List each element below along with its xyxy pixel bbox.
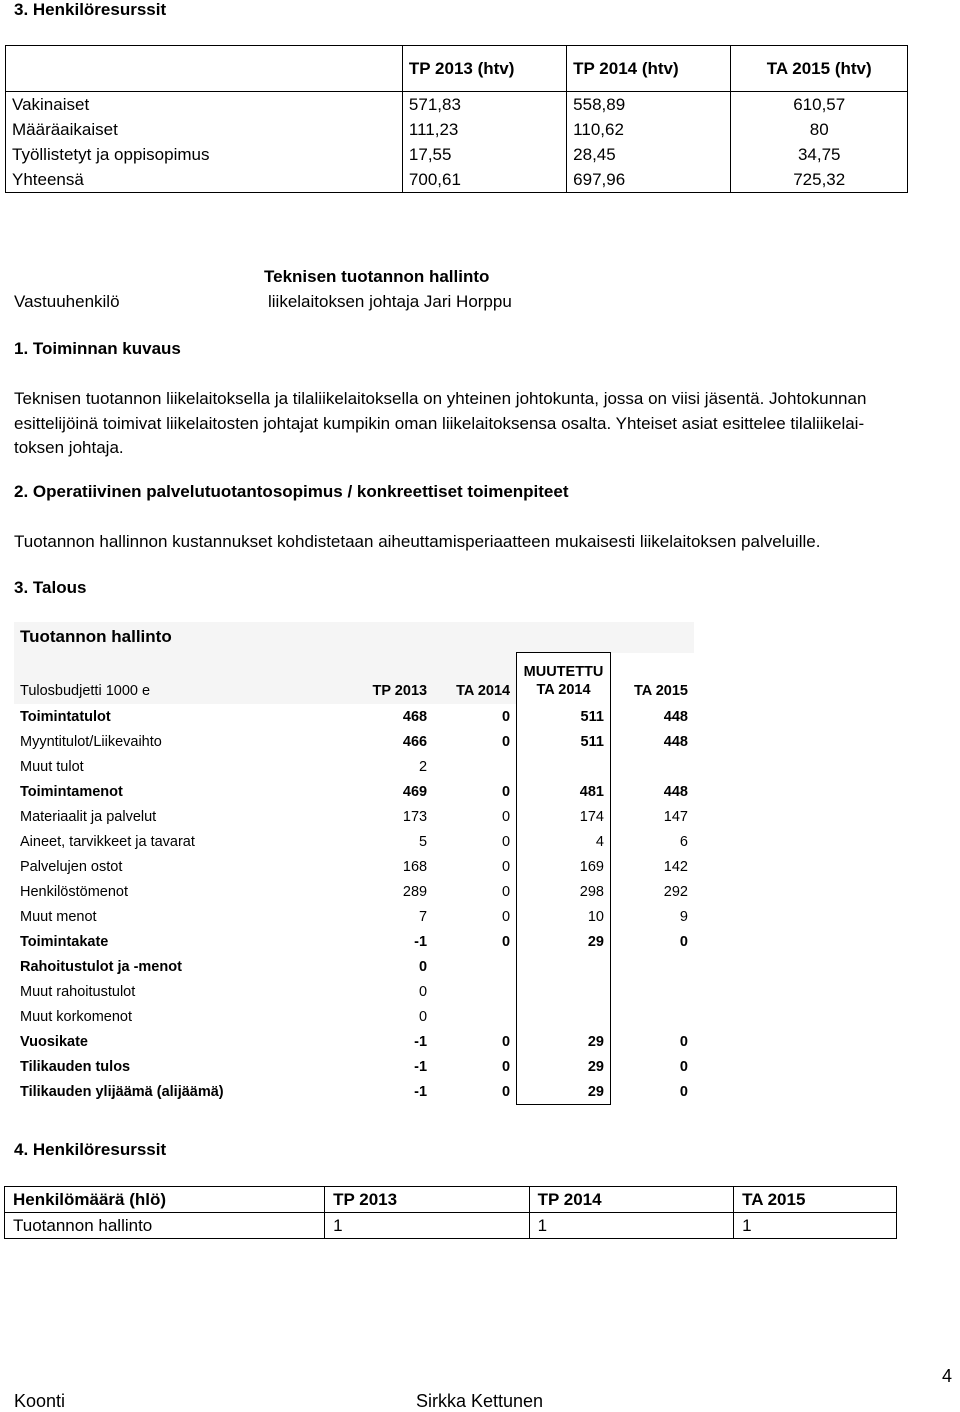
- value-cell: 481: [517, 779, 611, 804]
- section-heading-operatiivinen: 2. Operatiivinen palvelutuotantosopimus / konkreettiset toimenpiteet: [14, 482, 569, 501]
- paragraph-line: Teknisen tuotannon liikelaitoksella ja tilaliikelaitoksella on yhteinen johtokunta, jossa on viisi jäsentä. Johtokunnan: [14, 389, 867, 408]
- row-label: Tilikauden tulos: [20, 1058, 131, 1075]
- value-cell: -1: [414, 1033, 428, 1050]
- table-row: [14, 979, 694, 1004]
- headcount-table: [4, 1186, 897, 1239]
- value-cell: 0: [502, 908, 511, 925]
- table-cell: 571,83: [402, 92, 566, 118]
- table-cell: 34,75: [731, 142, 908, 167]
- row-label: Henkilöstömenot: [20, 883, 128, 900]
- table-row: [5, 1213, 897, 1239]
- table-row: [14, 854, 694, 879]
- value-cell: 29: [517, 1079, 611, 1105]
- table-header-cell: TA 2015: [734, 1187, 897, 1213]
- table-cell: Yhteensä: [6, 167, 403, 193]
- value-cell: [433, 1004, 517, 1029]
- value-cell: 147: [663, 808, 688, 825]
- value-cell: 29: [517, 1029, 611, 1054]
- responsible-person: liikelaitoksen johtaja Jari Horppu: [268, 292, 512, 311]
- table-header-cell: TA 2015 (htv): [731, 46, 908, 92]
- paragraph-line: toksen johtaja.: [14, 438, 124, 457]
- table-header-cell: [6, 46, 403, 92]
- row-label: Muut korkomenot: [20, 1008, 133, 1025]
- value-cell: [433, 979, 517, 1004]
- table-row: [14, 929, 694, 954]
- table-row: [14, 954, 694, 979]
- value-cell: 292: [663, 883, 688, 900]
- table-cell: 610,57: [731, 92, 908, 118]
- value-cell: [433, 954, 517, 979]
- table-cell: 1: [529, 1213, 734, 1239]
- value-cell: -1: [414, 1058, 428, 1075]
- table-header-cell: [517, 653, 611, 705]
- table-cell: 28,45: [567, 142, 731, 167]
- paragraph-line: esittelijöinä toimivat liikelaitosten johtajat kumpikin oman liikelaitoksensa osalta. Yhteiset asiat esittelee tilaliikelai-: [14, 414, 865, 433]
- responsible-label: Vastuuhenkilö: [14, 292, 120, 311]
- value-cell: -1: [414, 1083, 428, 1100]
- value-cell: 0: [419, 1008, 428, 1025]
- value-cell: 142: [663, 858, 688, 875]
- value-cell: 511: [517, 704, 611, 729]
- table-row: [14, 729, 694, 754]
- value-cell: 29: [517, 929, 611, 954]
- table-row: [14, 779, 694, 804]
- row-label: Vuosikate: [20, 1033, 88, 1050]
- value-cell: 511: [517, 729, 611, 754]
- table-row: [14, 829, 694, 854]
- value-cell: 448: [663, 733, 688, 750]
- value-cell: 0: [502, 883, 511, 900]
- value-cell: [517, 979, 611, 1004]
- value-cell: 0: [419, 983, 428, 1000]
- table-cell: Määräaikaiset: [6, 117, 403, 142]
- table-header-row: [5, 1187, 897, 1213]
- section-heading-talous: 3. Talous: [14, 578, 87, 597]
- value-cell: 0: [679, 1083, 688, 1100]
- responsible-unit: Teknisen tuotannon hallinto: [264, 267, 490, 286]
- row-label: Rahoitustulot ja -menot: [20, 958, 182, 975]
- value-cell: 173: [402, 808, 428, 825]
- value-cell: [610, 754, 694, 779]
- table-cell: 110,62: [567, 117, 731, 142]
- value-cell: 6: [679, 833, 688, 850]
- row-label: Toimintatulot: [20, 708, 111, 725]
- table-cell: 700,61: [402, 167, 566, 193]
- row-label: Myyntitulot/Liikevaihto: [20, 733, 162, 750]
- staff-resources-table: [5, 45, 908, 193]
- table-header-cell: TP 2013 (htv): [402, 46, 566, 92]
- section-heading-henkiloresurssit: 3. Henkilöresurssit: [14, 0, 167, 19]
- value-cell: [610, 1004, 694, 1029]
- value-cell: 289: [402, 883, 428, 900]
- header-line: TA 2014: [536, 681, 591, 698]
- value-cell: 7: [419, 908, 428, 925]
- value-cell: 4: [517, 829, 611, 854]
- row-label: Toimintamenot: [20, 783, 123, 800]
- value-cell: -1: [414, 933, 428, 950]
- value-cell: [610, 979, 694, 1004]
- table-cell: Tuotannon hallinto: [5, 1213, 325, 1239]
- table-row: [14, 1004, 694, 1029]
- table-header-cell: TA 2014: [433, 653, 517, 705]
- value-cell: 0: [502, 708, 511, 725]
- table-row: [14, 804, 694, 829]
- row-label: Muut tulot: [20, 758, 84, 775]
- value-cell: 298: [517, 879, 611, 904]
- value-cell: 0: [679, 1033, 688, 1050]
- value-cell: 448: [663, 708, 688, 725]
- table-header-row: [6, 46, 908, 92]
- section-heading-henkiloresurssit-4: 4. Henkilöresurssit: [14, 1140, 167, 1159]
- value-cell: [517, 1004, 611, 1029]
- finance-table: [14, 622, 694, 1105]
- table-header-cell: TA 2015: [634, 683, 688, 699]
- value-cell: 0: [502, 1083, 511, 1100]
- value-cell: 0: [502, 858, 511, 875]
- table-row: [6, 142, 908, 167]
- value-cell: 0: [502, 1058, 511, 1075]
- table-row: [14, 879, 694, 904]
- table-row: [14, 754, 694, 779]
- table-cell: 111,23: [402, 117, 566, 142]
- table-row: [6, 117, 908, 142]
- table-cell: 1: [325, 1213, 530, 1239]
- value-cell: 2: [419, 758, 428, 775]
- table-cell: 558,89: [567, 92, 731, 118]
- value-cell: 468: [402, 708, 428, 725]
- table-cell: 725,32: [731, 167, 908, 193]
- page-number: 4: [942, 1366, 953, 1386]
- paragraph-line: Tuotannon hallinnon kustannukset kohdistetaan aiheuttamisperiaatteen mukaisesti liikelaitoksen palveluille.: [14, 532, 821, 551]
- value-cell: 0: [679, 1058, 688, 1075]
- row-label: Toimintakate: [20, 933, 109, 950]
- value-cell: 469: [402, 783, 428, 800]
- value-cell: 0: [502, 1033, 511, 1050]
- table-cell: 17,55: [402, 142, 566, 167]
- table-cell: Työllistetyt ja oppisopimus: [6, 142, 403, 167]
- row-label: Materiaalit ja palvelut: [20, 808, 157, 825]
- table-row: [6, 92, 908, 118]
- value-cell: 0: [502, 833, 511, 850]
- row-label: Aineet, tarvikkeet ja tavarat: [20, 833, 195, 850]
- value-cell: [610, 954, 694, 979]
- table-cell: 80: [731, 117, 908, 142]
- finance-title: Tuotannon hallinto: [14, 622, 694, 653]
- table-cell: 1: [734, 1213, 897, 1239]
- row-label: Tilikauden ylijäämä (alijäämä): [20, 1083, 224, 1100]
- table-row: [6, 167, 908, 193]
- value-cell: [517, 754, 611, 779]
- row-label: Muut rahoitustulot: [20, 983, 136, 1000]
- table-row: [14, 1029, 694, 1054]
- header-line: MUUTETTU: [523, 664, 604, 681]
- finance-title-row: [14, 622, 694, 653]
- table-cell: 697,96: [567, 167, 731, 193]
- table-header-cell: TP 2014 (htv): [567, 46, 731, 92]
- table-cell: Vakinaiset: [6, 92, 403, 118]
- row-label: Palvelujen ostot: [20, 858, 123, 875]
- value-cell: 168: [402, 858, 428, 875]
- value-cell: 0: [502, 933, 511, 950]
- value-cell: 29: [517, 1054, 611, 1079]
- value-cell: 0: [419, 958, 428, 975]
- value-cell: 9: [679, 908, 688, 925]
- value-cell: 5: [419, 833, 428, 850]
- value-cell: 0: [502, 783, 511, 800]
- value-cell: [517, 954, 611, 979]
- value-cell: [433, 754, 517, 779]
- value-cell: 174: [517, 804, 611, 829]
- value-cell: 0: [502, 733, 511, 750]
- value-cell: 0: [679, 933, 688, 950]
- footer-author: Sirkka Kettunen: [416, 1391, 544, 1411]
- table-row: [14, 704, 694, 729]
- table-row: [14, 904, 694, 929]
- table-header-cell: TP 2013: [330, 653, 433, 705]
- footer-left: Koonti: [14, 1391, 66, 1411]
- value-cell: 169: [517, 854, 611, 879]
- value-cell: 0: [502, 808, 511, 825]
- table-header-cell: TP 2014: [529, 1187, 734, 1213]
- table-row: [14, 1054, 694, 1079]
- table-row: [14, 1079, 694, 1105]
- table-header-cell: TP 2013: [325, 1187, 530, 1213]
- value-cell: 466: [402, 733, 428, 750]
- table-header-cell: Henkilömäärä (hlö): [5, 1187, 325, 1213]
- section-heading-toiminnan-kuvaus: 1. Toiminnan kuvaus: [14, 339, 181, 358]
- value-cell: 448: [663, 783, 688, 800]
- table-header-row: [14, 653, 694, 705]
- table-header-cell: Tulosbudjetti 1000 e: [14, 653, 330, 705]
- value-cell: 10: [517, 904, 611, 929]
- row-label: Muut menot: [20, 908, 97, 925]
